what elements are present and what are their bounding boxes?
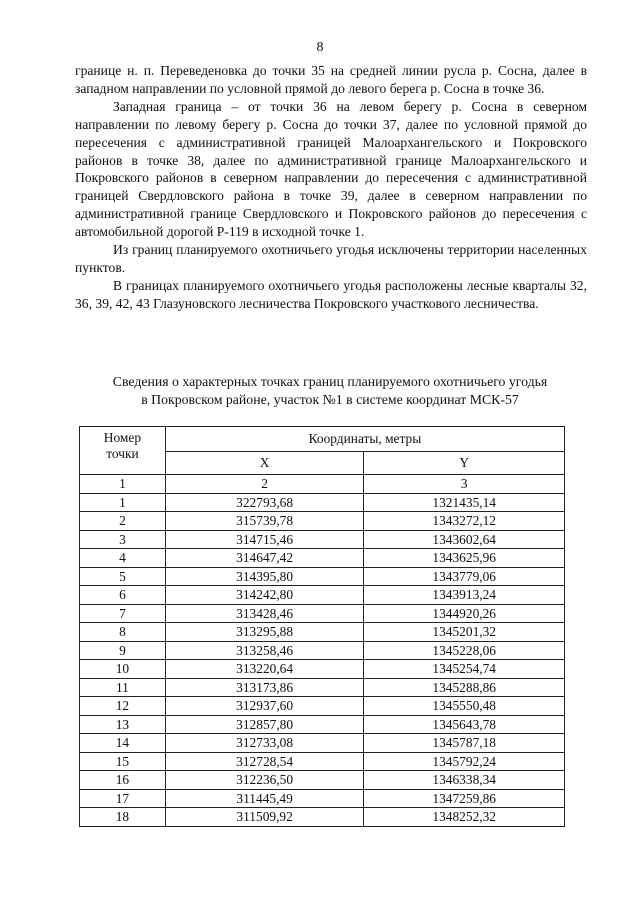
y-cell: 1345643,78 xyxy=(364,715,565,734)
y-cell: 1345228,06 xyxy=(364,641,565,660)
x-cell: 313173,86 xyxy=(165,678,364,697)
x-cell: 314647,42 xyxy=(165,549,364,568)
x-cell: 312733,08 xyxy=(165,734,364,753)
point-number-cell: 2 xyxy=(80,512,166,531)
y-cell: 1343913,24 xyxy=(364,586,565,605)
x-cell: 312857,80 xyxy=(165,715,364,734)
y-cell: 1345787,18 xyxy=(364,734,565,753)
table-row xyxy=(80,808,565,827)
table-row xyxy=(80,678,565,697)
table-row xyxy=(80,586,565,605)
table-row xyxy=(80,512,565,531)
point-number-cell: 14 xyxy=(80,734,166,753)
table-row xyxy=(80,715,565,734)
x-cell: 311509,92 xyxy=(165,808,364,827)
y-header: Y xyxy=(364,452,565,475)
point-number-cell: 8 xyxy=(80,623,166,642)
table-row xyxy=(80,623,565,642)
point-number-cell: 12 xyxy=(80,697,166,716)
table-row xyxy=(80,789,565,808)
point-number-cell: 10 xyxy=(80,660,166,679)
table-row xyxy=(80,697,565,716)
point-number-cell: 4 xyxy=(80,549,166,568)
x-cell: 315739,78 xyxy=(165,512,364,531)
x-cell: 313258,46 xyxy=(165,641,364,660)
paragraph: Из границ планируемого охотничьего угодья исключены территории населенных пунктов. xyxy=(75,242,587,275)
point-number-cell: 17 xyxy=(80,789,166,808)
table-row xyxy=(80,567,565,586)
table-row xyxy=(80,641,565,660)
point-number-cell: 18 xyxy=(80,808,166,827)
index-cell: 2 xyxy=(165,475,364,494)
table-row xyxy=(80,771,565,790)
point-number-header-line: точки xyxy=(106,446,139,461)
x-cell: 313428,46 xyxy=(165,604,364,623)
paragraph: Западная граница – от точки 36 на левом берегу р. Сосна в северном направлении по левому берегу р. Сосна до точки 37, далее по условной прямой до пересечения с административной границей Малоархангельского и Покровского районов в точке 38, далее по административной границе Малоархангельского и Покровского районов в северном направлении до пересечения с административной границей Свердловского района в точке 39, далее в северном направлении по административной границе Свердловского и Покровского районов до пересечения с автомобильной дорогой Р-119 в исходной точке 1. xyxy=(75,98,587,240)
index-cell: 3 xyxy=(364,475,565,494)
y-cell: 1345792,24 xyxy=(364,752,565,771)
table-caption-line: Сведения о характерных точках границ планируемого охотничьего угодья xyxy=(112,374,548,389)
y-cell: 1346338,34 xyxy=(364,771,565,790)
point-number-cell: 13 xyxy=(80,715,166,734)
table-row xyxy=(80,734,565,753)
point-number-header-line: Номер xyxy=(103,430,142,445)
y-cell: 1343625,96 xyxy=(364,549,565,568)
x-cell: 322793,68 xyxy=(165,493,364,512)
index-cell: 1 xyxy=(80,475,166,494)
y-cell: 1345550,48 xyxy=(364,697,565,716)
paragraph: В границах планируемого охотничьего угодья расположены лесные кварталы 32, 36, 39, 42, 43 Глазуновского лесничества Покровского участкового лесничества. xyxy=(75,277,587,311)
point-number-cell: 6 xyxy=(80,586,166,605)
y-cell: 1347259,86 xyxy=(364,789,565,808)
y-cell: 1343272,12 xyxy=(364,512,565,531)
x-header: X xyxy=(165,452,364,475)
x-cell: 313220,64 xyxy=(165,660,364,679)
y-cell: 1345254,74 xyxy=(364,660,565,679)
y-cell: 1344920,26 xyxy=(364,604,565,623)
y-cell: 1345201,32 xyxy=(364,623,565,642)
table-row xyxy=(80,549,565,568)
point-number-cell: 7 xyxy=(80,604,166,623)
point-number-cell: 16 xyxy=(80,771,166,790)
point-number-cell: 15 xyxy=(80,752,166,771)
coordinates-header: Координаты, метры xyxy=(165,427,564,452)
x-cell: 312728,54 xyxy=(165,752,364,771)
y-cell: 1321435,14 xyxy=(364,493,565,512)
point-number-cell: 5 xyxy=(80,567,166,586)
paragraph: границе н. п. Переведеновка до точки 35 на средней линии русла р. Сосна, далее в западном направлении по условной прямой до левого берега р. Сосна в точке 36. xyxy=(75,63,587,96)
y-cell: 1343779,06 xyxy=(364,567,565,586)
table-caption xyxy=(60,373,600,409)
point-number-cell: 11 xyxy=(80,678,166,697)
point-number-cell: 3 xyxy=(80,530,166,549)
x-cell: 314395,80 xyxy=(165,567,364,586)
x-cell: 311445,49 xyxy=(165,789,364,808)
coordinates-table xyxy=(79,426,565,827)
y-cell: 1345288,86 xyxy=(364,678,565,697)
y-cell: 1348252,32 xyxy=(364,808,565,827)
point-number-cell: 9 xyxy=(80,641,166,660)
table-row xyxy=(80,530,565,549)
body-text xyxy=(75,62,587,313)
x-cell: 312236,50 xyxy=(165,771,364,790)
table-row xyxy=(80,660,565,679)
table-caption-line: в Покровском районе, участок №1 в системе координат МСК-57 xyxy=(141,392,519,407)
point-number-cell: 1 xyxy=(80,493,166,512)
x-cell: 314242,80 xyxy=(165,586,364,605)
x-cell: 314715,46 xyxy=(165,530,364,549)
page-number: 8 xyxy=(316,40,324,55)
y-cell: 1343602,64 xyxy=(364,530,565,549)
x-cell: 312937,60 xyxy=(165,697,364,716)
table-row xyxy=(80,604,565,623)
point-number-header xyxy=(80,427,166,475)
table-body xyxy=(80,493,565,826)
table-row xyxy=(80,752,565,771)
x-cell: 313295,88 xyxy=(165,623,364,642)
table-row xyxy=(80,493,565,512)
